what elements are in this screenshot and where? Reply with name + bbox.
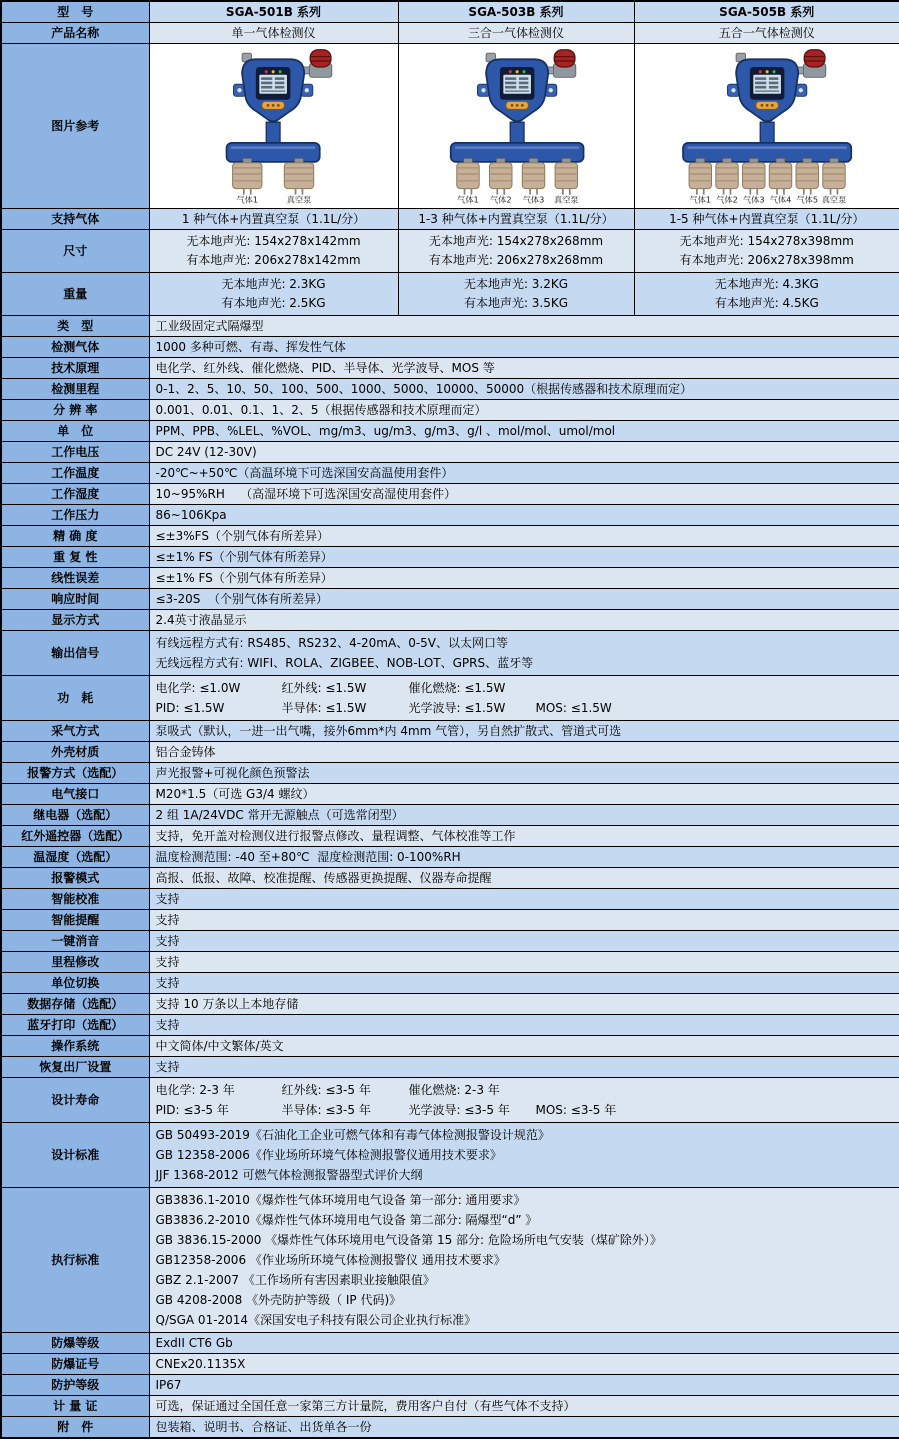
spec-value-dimensions-col2 bbox=[398, 230, 634, 273]
spec-row-type bbox=[1, 316, 899, 337]
row-label-temp-humidity: 温湿度（选配） bbox=[1, 847, 149, 868]
sensor-label: 气体1 bbox=[456, 193, 479, 204]
value-line: 有本地声光: 206x278x268mm bbox=[428, 253, 604, 267]
row-label-design-standards: 设计标准 bbox=[1, 1123, 149, 1188]
product-image-cell-SGA-505B bbox=[634, 44, 899, 209]
value-line: GB3836.2-2010《爆炸性气体环境用电气设备 第二部分: 隔爆型“d” 》 bbox=[155, 1213, 538, 1227]
row-label-resolution: 分 辨 率 bbox=[1, 400, 149, 421]
spec-value-model-col2: SGA-503B 系列 bbox=[398, 1, 634, 23]
spec-value-alarm-method: 声光报警+可视化颜色预警法 bbox=[149, 763, 899, 784]
spec-value-voltage: DC 24V (12-30V) bbox=[149, 442, 899, 463]
value-line: GB 50493-2019《石油化工企业可燃气体和有毒气体检测报警设计规范》 bbox=[155, 1128, 550, 1142]
spec-value-one-key-mute: 支持 bbox=[149, 931, 899, 952]
grid-item: PID: ≤3-5 年 bbox=[155, 1103, 229, 1117]
spec-value-data-storage: 支持 10 万条以上本地存储 bbox=[149, 994, 899, 1015]
row-label-bluetooth-print: 蓝牙打印（选配） bbox=[1, 1015, 149, 1036]
value-line: 无本地声光: 4.3KG bbox=[714, 277, 819, 291]
spec-row-factory-reset bbox=[1, 1057, 899, 1078]
spec-value-weight-col3 bbox=[634, 273, 899, 316]
grid-item: PID: ≤1.5W bbox=[155, 701, 225, 715]
sensor-label: 气体1 bbox=[689, 193, 711, 204]
spec-row-design-life bbox=[1, 1078, 899, 1123]
row-label-explosion-proof-grade: 防爆等级 bbox=[1, 1333, 149, 1354]
spec-value-dimensions-col1 bbox=[149, 230, 398, 273]
spec-value-execution-standards bbox=[149, 1188, 899, 1333]
grid-item: MOS: ≤1.5W bbox=[535, 701, 612, 715]
spec-value-explosion-proof-cert: CNEx20.1135X bbox=[149, 1354, 899, 1375]
grid-item: MOS: ≤3-5 年 bbox=[535, 1103, 617, 1117]
spec-row-output-signal bbox=[1, 631, 899, 676]
spec-row-ir-remote bbox=[1, 826, 899, 847]
spec-row-linearity bbox=[1, 568, 899, 589]
spec-row-supported-gases bbox=[1, 209, 899, 230]
row-label-power-consumption: 功 耗 bbox=[1, 676, 149, 721]
sensor-label: 真空泵 bbox=[287, 193, 312, 204]
spec-row-protection-grade bbox=[1, 1375, 899, 1396]
spec-value-display: 2.4英寸液晶显示 bbox=[149, 610, 899, 631]
spec-row-os bbox=[1, 1036, 899, 1057]
grid-item: 红外线: ≤3-5 年 bbox=[281, 1083, 371, 1097]
spec-value-accuracy: ≤±3%FS（个别气体有所差异） bbox=[149, 526, 899, 547]
spec-value-weight-col1 bbox=[149, 273, 398, 316]
spec-value-supported-gases-col2: 1-3 种气体+内置真空泵（1.1L/分） bbox=[398, 209, 634, 230]
spec-value-electrical-interface: M20*1.5（可选 G3/4 螺纹） bbox=[149, 784, 899, 805]
row-label-metrology-cert: 计 量 证 bbox=[1, 1396, 149, 1417]
spec-value-unit-switch: 支持 bbox=[149, 973, 899, 994]
device-stem bbox=[267, 122, 281, 144]
row-label-units: 单 位 bbox=[1, 421, 149, 442]
row-label-repeatability: 重 复 性 bbox=[1, 547, 149, 568]
spec-row-model bbox=[1, 1, 899, 23]
spec-value-accessories: 包装箱、说明书、合格证、出货单各一份 bbox=[149, 1417, 899, 1439]
spec-row-bluetooth-print bbox=[1, 1015, 899, 1036]
sensor-cylinder bbox=[285, 158, 314, 204]
device-buttons bbox=[262, 101, 284, 109]
value-grid-line bbox=[156, 1100, 894, 1120]
value-line: 无本地声光: 2.3KG bbox=[221, 277, 326, 291]
value-line: JJF 1368-2012 可燃气体检测报警器型式评价大纲 bbox=[155, 1168, 423, 1182]
spec-value-work-humidity: 10~95%RH （高湿环境下可选深国安高湿使用套件） bbox=[149, 484, 899, 505]
row-label-alarm-modes: 报警模式 bbox=[1, 868, 149, 889]
spec-value-supported-gases-col3: 1-5 种气体+内置真空泵（1.1L/分） bbox=[634, 209, 899, 230]
value-line: 无线远程方式有: WIFI、ROLA、ZIGBEE、NOB-LOT、GPRS、蓝牙等 bbox=[155, 656, 534, 670]
spec-value-product-name-col2: 三合一气体检测仪 bbox=[398, 23, 634, 44]
spec-value-type: 工业级固定式隔爆型 bbox=[149, 316, 899, 337]
grid-item: 催化燃烧: ≤1.5W bbox=[408, 681, 506, 695]
grid-item: 红外线: ≤1.5W bbox=[281, 681, 367, 695]
sensor-manifold bbox=[227, 142, 320, 161]
spec-row-work-temp bbox=[1, 463, 899, 484]
spec-value-work-pressure: 86~106Kpa bbox=[149, 505, 899, 526]
spec-row-design-standards bbox=[1, 1123, 899, 1188]
value-line: 有本地声光: 206x278x142mm bbox=[186, 253, 361, 267]
grid-item: 半导体: ≤1.5W bbox=[281, 701, 367, 715]
spec-value-product-name-col1: 单一气体检测仪 bbox=[149, 23, 398, 44]
spec-row-product-images bbox=[1, 44, 899, 209]
spec-row-weight bbox=[1, 273, 899, 316]
spec-value-smart-calibration: 支持 bbox=[149, 889, 899, 910]
spec-row-alarm-modes bbox=[1, 868, 899, 889]
row-label-smart-reminder: 智能提醒 bbox=[1, 910, 149, 931]
spec-row-work-humidity bbox=[1, 484, 899, 505]
spec-row-accuracy bbox=[1, 526, 899, 547]
spec-value-response-time: ≤3-20S （个别气体有所差异） bbox=[149, 589, 899, 610]
spec-row-response-time bbox=[1, 589, 899, 610]
spec-row-voltage bbox=[1, 442, 899, 463]
row-label-factory-reset: 恢复出厂设置 bbox=[1, 1057, 149, 1078]
spec-row-units bbox=[1, 421, 899, 442]
row-label-alarm-method: 报警方式（选配） bbox=[1, 763, 149, 784]
spec-table-body bbox=[1, 1, 899, 1438]
spec-value-resolution: 0.001、0.01、0.1、1、2、5（根据传感器和技术原理而定） bbox=[149, 400, 899, 421]
product-image-SGA-503B bbox=[405, 48, 629, 205]
sensor-cylinder bbox=[456, 158, 478, 204]
spec-value-factory-reset: 支持 bbox=[149, 1057, 899, 1078]
row-label-model: 型 号 bbox=[1, 1, 149, 23]
manifold-highlight bbox=[231, 146, 316, 149]
grid-item: 半导体: ≤3-5 年 bbox=[281, 1103, 371, 1117]
sensor-label: 气体5 bbox=[796, 193, 818, 204]
spec-row-work-pressure bbox=[1, 505, 899, 526]
row-label-technology: 技术原理 bbox=[1, 358, 149, 379]
spec-value-product-name-col3: 五合一气体检测仪 bbox=[634, 23, 899, 44]
row-label-output-signal: 输出信号 bbox=[1, 631, 149, 676]
device-buttons bbox=[505, 101, 527, 109]
spec-value-range: 0-1、2、5、10、50、100、500、1000、5000、10000、50000（根据传感器和技术原理而定） bbox=[149, 379, 899, 400]
display-screen bbox=[749, 66, 784, 99]
row-label-range: 检测里程 bbox=[1, 379, 149, 400]
spec-value-ir-remote: 支持，免开盖对检测仪进行报警点修改、量程调整、气体校准等工作 bbox=[149, 826, 899, 847]
sensor-cylinder bbox=[522, 158, 544, 204]
row-label-smart-calibration: 智能校准 bbox=[1, 889, 149, 910]
product-image-SGA-505B bbox=[655, 48, 879, 205]
spec-row-explosion-proof-cert bbox=[1, 1354, 899, 1375]
row-label-relay: 继电器（选配） bbox=[1, 805, 149, 826]
spec-value-repeatability: ≤±1% FS（个别气体有所差异） bbox=[149, 547, 899, 568]
value-line: GB 12358-2006《作业场所环境气体检测报警仪通用技术要求》 bbox=[155, 1148, 502, 1162]
row-label-one-key-mute: 一键消音 bbox=[1, 931, 149, 952]
row-label-detected-gases: 检测气体 bbox=[1, 337, 149, 358]
sensor-label: 气体3 bbox=[522, 193, 544, 204]
spec-row-execution-standards bbox=[1, 1188, 899, 1333]
row-label-range-modify: 里程修改 bbox=[1, 952, 149, 973]
spec-row-explosion-proof-grade bbox=[1, 1333, 899, 1354]
spec-row-repeatability bbox=[1, 547, 899, 568]
row-label-product-images: 图片参考 bbox=[1, 44, 149, 209]
spec-value-design-standards bbox=[149, 1123, 899, 1188]
spec-row-accessories bbox=[1, 1417, 899, 1439]
sensor-cylinder bbox=[233, 158, 262, 204]
spec-value-protection-grade: IP67 bbox=[149, 1375, 899, 1396]
row-label-supported-gases: 支持气体 bbox=[1, 209, 149, 230]
spec-value-units: PPM、PPB、%LEL、%VOL、mg/m3、ug/m3、g/m3、g/l 、mol/mol、umol/mol bbox=[149, 421, 899, 442]
spec-row-relay bbox=[1, 805, 899, 826]
spec-value-relay: 2 组 1A/24VDC 常开无源触点（可选常闭型） bbox=[149, 805, 899, 826]
value-grid-line bbox=[156, 698, 894, 718]
sensor-label: 真空泵 bbox=[821, 193, 846, 204]
manifold-highlight bbox=[455, 146, 579, 149]
row-label-data-storage: 数据存储（选配） bbox=[1, 994, 149, 1015]
row-label-linearity: 线性误差 bbox=[1, 568, 149, 589]
spec-row-smart-reminder bbox=[1, 910, 899, 931]
row-label-work-humidity: 工作湿度 bbox=[1, 484, 149, 505]
spec-value-weight-col2 bbox=[398, 273, 634, 316]
row-label-work-pressure: 工作压力 bbox=[1, 505, 149, 526]
spec-row-technology bbox=[1, 358, 899, 379]
display-screen bbox=[499, 66, 534, 99]
value-line: 有线远程方式有: RS485、RS232、4-20mA、0-5V、以太网口等 bbox=[155, 636, 509, 650]
spec-row-detected-gases bbox=[1, 337, 899, 358]
device-buttons bbox=[756, 101, 778, 109]
spec-value-bluetooth-print: 支持 bbox=[149, 1015, 899, 1036]
spec-value-design-life bbox=[149, 1078, 899, 1123]
value-grid-line bbox=[156, 678, 894, 698]
spec-value-model-col1: SGA-501B 系列 bbox=[149, 1, 398, 23]
spec-row-product-name bbox=[1, 23, 899, 44]
row-label-os: 操作系统 bbox=[1, 1036, 149, 1057]
spec-row-one-key-mute bbox=[1, 931, 899, 952]
sensor-cylinder bbox=[742, 158, 764, 204]
sensor-label: 气体4 bbox=[769, 193, 791, 204]
spec-value-alarm-modes: 高报、低报、故障、校准提醒、传感器更换提醒、仪器寿命提醒 bbox=[149, 868, 899, 889]
row-label-product-name: 产品名称 bbox=[1, 23, 149, 44]
spec-row-power-consumption bbox=[1, 676, 899, 721]
value-line: 无本地声光: 154x278x398mm bbox=[679, 234, 854, 248]
device-stem bbox=[510, 122, 524, 144]
spec-value-output-signal bbox=[149, 631, 899, 676]
sensor-manifold bbox=[683, 142, 851, 161]
device-stem bbox=[760, 122, 774, 144]
row-label-dimensions: 尺寸 bbox=[1, 230, 149, 273]
value-line: 有本地声光: 2.5KG bbox=[221, 296, 326, 310]
spec-value-supported-gases-col1: 1 种气体+内置真空泵（1.1L/分） bbox=[149, 209, 398, 230]
row-label-unit-switch: 单位切换 bbox=[1, 973, 149, 994]
spec-row-display bbox=[1, 610, 899, 631]
value-line: 有本地声光: 206x278x398mm bbox=[679, 253, 854, 267]
spec-value-technology: 电化学、红外线、催化燃烧、PID、半导体、光学波导、MOS 等 bbox=[149, 358, 899, 379]
spec-row-housing bbox=[1, 742, 899, 763]
value-line: 无本地声光: 3.2KG bbox=[463, 277, 569, 291]
display-screen bbox=[256, 66, 291, 99]
value-grid-line bbox=[156, 1080, 894, 1100]
value-line: Q/SGA 01-2014《深国安电子科技有限公司企业执行标准》 bbox=[155, 1313, 477, 1327]
spec-row-electrical-interface bbox=[1, 784, 899, 805]
row-label-response-time: 响应时间 bbox=[1, 589, 149, 610]
row-label-accuracy: 精 确 度 bbox=[1, 526, 149, 547]
row-label-weight: 重量 bbox=[1, 273, 149, 316]
row-label-work-temp: 工作温度 bbox=[1, 463, 149, 484]
spec-value-explosion-proof-grade: ExdII CT6 Gb bbox=[149, 1333, 899, 1354]
spec-row-data-storage bbox=[1, 994, 899, 1015]
spec-value-smart-reminder: 支持 bbox=[149, 910, 899, 931]
spec-value-os: 中文简体/中文繁体/英文 bbox=[149, 1036, 899, 1057]
value-line: GBZ 2.1-2007 《工作场所有害因素职业接触限值》 bbox=[155, 1273, 435, 1287]
spec-row-unit-switch bbox=[1, 973, 899, 994]
spec-row-range bbox=[1, 379, 899, 400]
sensor-label: 气体3 bbox=[742, 193, 765, 204]
sensor-cylinder bbox=[689, 158, 711, 204]
grid-item: 光学波导: ≤3-5 年 bbox=[408, 1103, 510, 1117]
spec-row-resolution bbox=[1, 400, 899, 421]
row-label-design-life: 设计寿命 bbox=[1, 1078, 149, 1123]
product-image-SGA-501B bbox=[161, 48, 385, 205]
spec-value-temp-humidity: 温度检测范围: -40 至+80℃ 湿度检测范围: 0-100%RH bbox=[149, 847, 899, 868]
spec-value-linearity: ≤±1% FS（个别气体有所差异） bbox=[149, 568, 899, 589]
value-line: GB 4208-2008 《外壳防护等级（ IP 代码)》 bbox=[155, 1293, 402, 1307]
row-label-display: 显示方式 bbox=[1, 610, 149, 631]
product-image-cell-SGA-501B bbox=[149, 44, 398, 209]
row-label-execution-standards: 执行标准 bbox=[1, 1188, 149, 1333]
spec-value-work-temp: -20℃~+50℃（高温环境下可选深国安高温使用套件） bbox=[149, 463, 899, 484]
sensor-label: 真空泵 bbox=[553, 193, 579, 204]
spec-value-model-col3: SGA-505B 系列 bbox=[634, 1, 899, 23]
row-label-type: 类 型 bbox=[1, 316, 149, 337]
row-label-ir-remote: 红外遥控器（选配） bbox=[1, 826, 149, 847]
sensor-cylinder bbox=[821, 158, 846, 204]
row-label-voltage: 工作电压 bbox=[1, 442, 149, 463]
sensor-label: 气体1 bbox=[236, 193, 259, 204]
row-label-protection-grade: 防护等级 bbox=[1, 1375, 149, 1396]
spec-value-dimensions-col3 bbox=[634, 230, 899, 273]
sensor-cylinder bbox=[796, 158, 818, 204]
spec-row-temp-humidity bbox=[1, 847, 899, 868]
sensor-cylinder bbox=[554, 158, 579, 204]
value-line: 无本地声光: 154x278x268mm bbox=[428, 234, 604, 248]
grid-item: 电化学: 2-3 年 bbox=[155, 1083, 235, 1097]
value-line: GB3836.1-2010《爆炸性气体环境用电气设备 第一部分: 通用要求》 bbox=[155, 1193, 526, 1207]
spec-row-dimensions bbox=[1, 230, 899, 273]
value-line: GB 3836.15-2000 《爆炸性气体环境用电气设备第 15 部分: 危险场所电气安装（煤矿除外）》 bbox=[155, 1233, 662, 1247]
row-label-explosion-proof-cert: 防爆证号 bbox=[1, 1354, 149, 1375]
manifold-highlight bbox=[687, 146, 847, 149]
row-label-electrical-interface: 电气接口 bbox=[1, 784, 149, 805]
value-line: 无本地声光: 154x278x142mm bbox=[186, 234, 361, 248]
spec-value-power-consumption bbox=[149, 676, 899, 721]
row-label-accessories: 附 件 bbox=[1, 1417, 149, 1439]
product-image-cell-SGA-503B bbox=[398, 44, 634, 209]
spec-value-housing: 铝合金铸体 bbox=[149, 742, 899, 763]
grid-item: 电化学: ≤1.0W bbox=[155, 681, 241, 695]
value-line: 有本地声光: 3.5KG bbox=[463, 296, 569, 310]
sensor-cylinder bbox=[769, 158, 791, 204]
spec-row-sampling bbox=[1, 721, 899, 742]
sensor-cylinder bbox=[715, 158, 737, 204]
spec-value-range-modify: 支持 bbox=[149, 952, 899, 973]
spec-value-sampling: 泵吸式（默认，一进一出气嘴，接外6mm*内 4mm 气管），另自然扩散式、管道式可选 bbox=[149, 721, 899, 742]
spec-row-metrology-cert bbox=[1, 1396, 899, 1417]
spec-value-detected-gases: 1000 多种可燃、有毒、挥发性气体 bbox=[149, 337, 899, 358]
spec-row-alarm-method bbox=[1, 763, 899, 784]
row-label-sampling: 采气方式 bbox=[1, 721, 149, 742]
grid-item: 光学波导: ≤1.5W bbox=[408, 701, 506, 715]
row-label-housing: 外壳材质 bbox=[1, 742, 149, 763]
spec-row-range-modify bbox=[1, 952, 899, 973]
spec-value-metrology-cert: 可选，保证通过全国任意一家第三方计量院，费用客户自付（有些气体不支持） bbox=[149, 1396, 899, 1417]
spec-row-smart-calibration bbox=[1, 889, 899, 910]
value-line: 有本地声光: 4.5KG bbox=[714, 296, 819, 310]
sensor-label: 气体2 bbox=[715, 193, 738, 204]
sensor-cylinder bbox=[489, 158, 511, 204]
sensor-label: 气体2 bbox=[489, 193, 512, 204]
value-line: GB12358-2006 《作业场所环境气体检测报警仪 通用技术要求》 bbox=[155, 1253, 506, 1267]
grid-item: 催化燃烧: 2-3 年 bbox=[408, 1083, 500, 1097]
